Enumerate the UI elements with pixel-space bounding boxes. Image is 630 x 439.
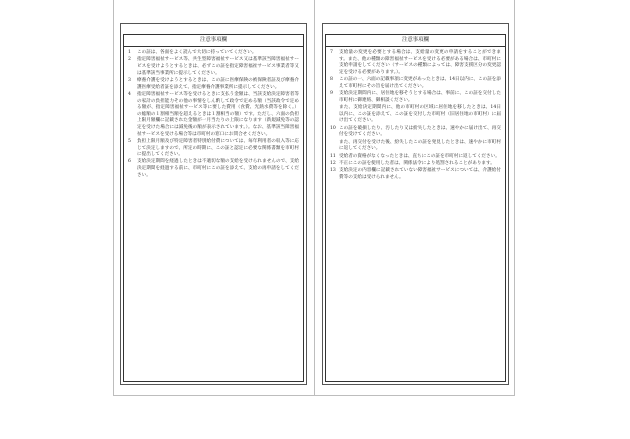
notice-item-text: 支給量の変更を必要とする場合は、支給量の変更の申請をすることができます。また、他の種類の障害福祉サービスを受ける必要がある場合は、市町村に支給申請をしてください（サービスの種類によっては、障害支援区分の変更認定を受ける必要があります。）。 [339,50,501,75]
notice-item [330,140,501,153]
notice-item-text: 不正にこの証を使用した者は、関係法令により処罰されることがあります。 [339,161,495,167]
left-notice-heading: 注意事項欄 [124,35,303,47]
notice-item-number: 13 [330,168,336,174]
notice-item-number [330,105,339,125]
notice-item-text: この証の一、六面の記載事項に変更があったときは、14日以内に、この証を添えて市町村にその旨を届け出てください。 [339,77,501,89]
notice-item-number: 9 [330,91,333,97]
notice-item-number: 11 [330,153,336,159]
notice-item [330,168,501,181]
notice-item-text: 療養介護を受けようとするときは、この証に医療保険の被保険者証及び療養介護医療受給者証を添えて、指定療養介護事業所に提示してください。 [137,77,299,90]
notice-item [128,92,299,138]
right-page [322,23,509,385]
notice-item-text: 指定障害福祉サービス等を受けるときに支払う金額は、当該支給決定障害者等の家計の負担能力その他の事情をしん酌して政令で定める額（当該政令で定める額が、指定障害福祉サービス等に要した費用（食費、光熱水費等を除く。）の総額の１割相当額を超えるときは１割相当の額）です。ただし、六面の負担上限月額欄に記載された金額が一月当たりの上限になります（新規減免等の認定を受けた場合には減免後の額が表示されています。）。なお、基準該当障害福祉サービスを受ける場合等は市町村の窓口にお問合せください。 [137,91,299,137]
document-sheet [113,0,515,396]
notice-item [330,154,501,161]
notice-item [330,91,501,104]
left-page [120,23,307,385]
notice-item-number: 10 [330,125,336,131]
notice-item [128,159,299,179]
left-notice-box [123,34,304,382]
notice-item-number [330,140,339,153]
notice-item-text: この証は、各面をよく読んで大切に持っていてください。 [137,50,257,55]
notice-item-number: 5 [128,138,131,144]
notice-item-number: 12 [330,161,336,167]
notice-item [330,50,501,76]
notice-item-text: 受給者の資格がなくなったときは、直ちにこの証を市町村に返してください。 [339,153,500,159]
notice-item [128,57,299,77]
page-divider [314,0,315,395]
notice-item [330,126,501,139]
notice-item-text: また、支給決定期間内に、他の市町村の区域に居住地を移したときは、14日以内に、この証を添えて、この証を交付した市町村（旧居住地の市町村）に届け出てください。 [339,105,501,124]
right-notice-list [326,47,505,182]
notice-item-text: 支給決定の内容欄に記載されていない障害福祉サービスについては、介護給付費等の支給は受けられません。 [339,168,501,181]
notice-item-number: 6 [128,159,131,165]
notice-item [330,105,501,125]
notice-item-text: 支給決定期間内に、居住地を移そうとする場合は、事前に、この証を交付した市町村に御連絡、御相談ください。 [339,91,501,103]
notice-item-text: 負担上限月額及び特定障害者特別給付費については、毎年利用者の収入等に応じて決定しますので、所定の時期に、この証と認定に必要な関係書類を市町村に提出してください。 [137,138,299,158]
notice-item-text: 指定障害福祉サービス等、共生型障害福祉サービス又は基準該当障害福祉サービスを受けようとするときは、必ずこの証を指定障害福祉サービス事業者等又は基準該当事業所に提示してください。 [137,57,299,76]
notice-item-text: この証を破損したり、汚したり又は紛失したときは、速やかに届け出て、再交付を受けてください。 [339,125,501,138]
notice-item-number: 2 [128,57,131,63]
notice-item-number: 3 [128,77,131,83]
notice-item [128,78,299,91]
left-notice-list [124,47,303,179]
right-notice-box [325,34,506,382]
notice-item-text: 支給決定期間を経過したときは不適切な額の支給を受けられませんので、支給決定期間を経過する前に、市町村にこの証を添えて、支給の再申請をしてください。 [137,159,299,178]
notice-item-text: また、再交付を受けた後、紛失したこの証を発見したときは、速やかに市町村に返してください。 [339,139,501,152]
notice-item [128,50,299,57]
notice-item-number: 8 [330,77,333,83]
notice-item-number: 4 [128,91,131,97]
notice-item [330,77,501,90]
notice-item [330,161,501,168]
right-notice-heading: 注意事項欄 [326,35,505,47]
notice-item-number: 7 [330,50,333,55]
notice-item [128,139,299,159]
notice-item-number: 1 [128,50,131,55]
